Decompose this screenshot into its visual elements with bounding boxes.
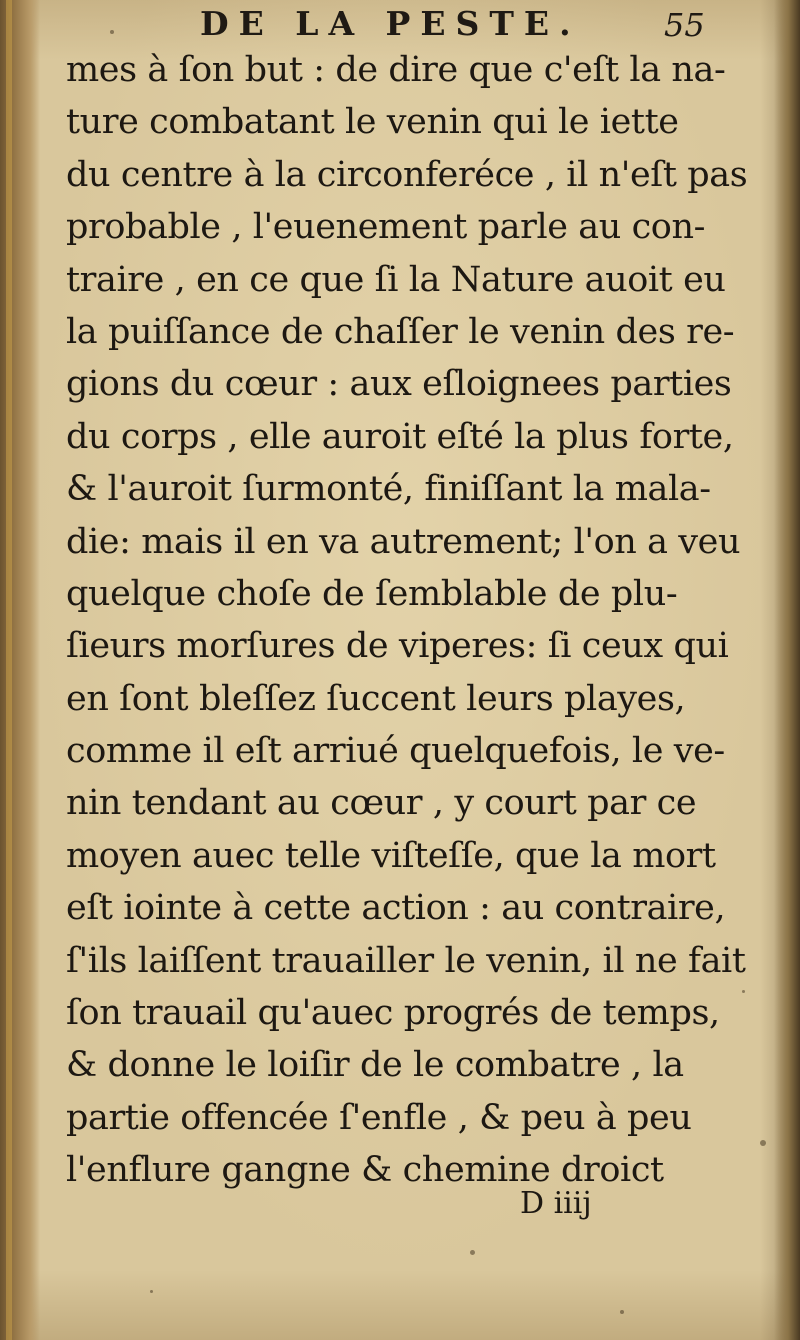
text-line: traire , en ce que ſi la Nature auoit eu (66, 259, 726, 300)
text-line: mes à ſon but : de dire que c'eſt la na- (66, 50, 726, 90)
page-number: 55 (664, 6, 705, 44)
text-line: la puiſſance de chaſſer le venin des re- (66, 311, 735, 352)
text-line: partie offencée ſ'enfle , & peu à peu (66, 1097, 692, 1138)
text-line: moyen auec telle viſteſſe, que la mort (66, 835, 716, 876)
text-line: ſ'ils laiſſent trauailler le venin, il ne fait (66, 940, 746, 981)
text-line: probable , l'euenement parle au con- (66, 207, 706, 248)
text-line: gions du cœur : aux eſloignees parties (66, 364, 732, 405)
spine-gilt-edge (6, 0, 12, 1340)
text-line: die: mais il en va autrement; l'on a veu (66, 521, 741, 562)
text-line: en ſont bleſſez ſuccent leurs playes, (66, 678, 686, 719)
text-line: eſt iointe à cette action : au contraire, (66, 888, 726, 929)
text-line: ſieurs morſures de viperes: ſi ceux qui (66, 626, 729, 667)
text-line: & l'auroit ſurmonté, finiſſant la mala- (66, 469, 711, 510)
body-text (66, 44, 748, 1197)
text-line: quelque choſe de ſemblable de plu- (66, 573, 678, 614)
signature-mark: D iiij (520, 1186, 592, 1221)
running-title: DE LA PESTE. (200, 4, 581, 43)
text-line: du centre à la circonferéce , il n'eſt pas (66, 154, 748, 195)
text-line: nin tendant au cœur , y court par ce (66, 783, 697, 824)
text-line: & donne le loiſir de le combatre , la (66, 1045, 684, 1086)
text-line: du corps , elle auroit eſté la plus forte, (66, 416, 734, 457)
text-line: l'enflure gangne & chemine droict (66, 1150, 664, 1191)
text-line: comme il eſt arriué quelquefois, le ve- (66, 731, 725, 772)
text-line: ture combatant le venin qui le iette (66, 102, 679, 143)
page-right-edge (774, 0, 800, 1340)
text-line: ſon trauail qu'auec progrés de temps, (66, 993, 720, 1034)
